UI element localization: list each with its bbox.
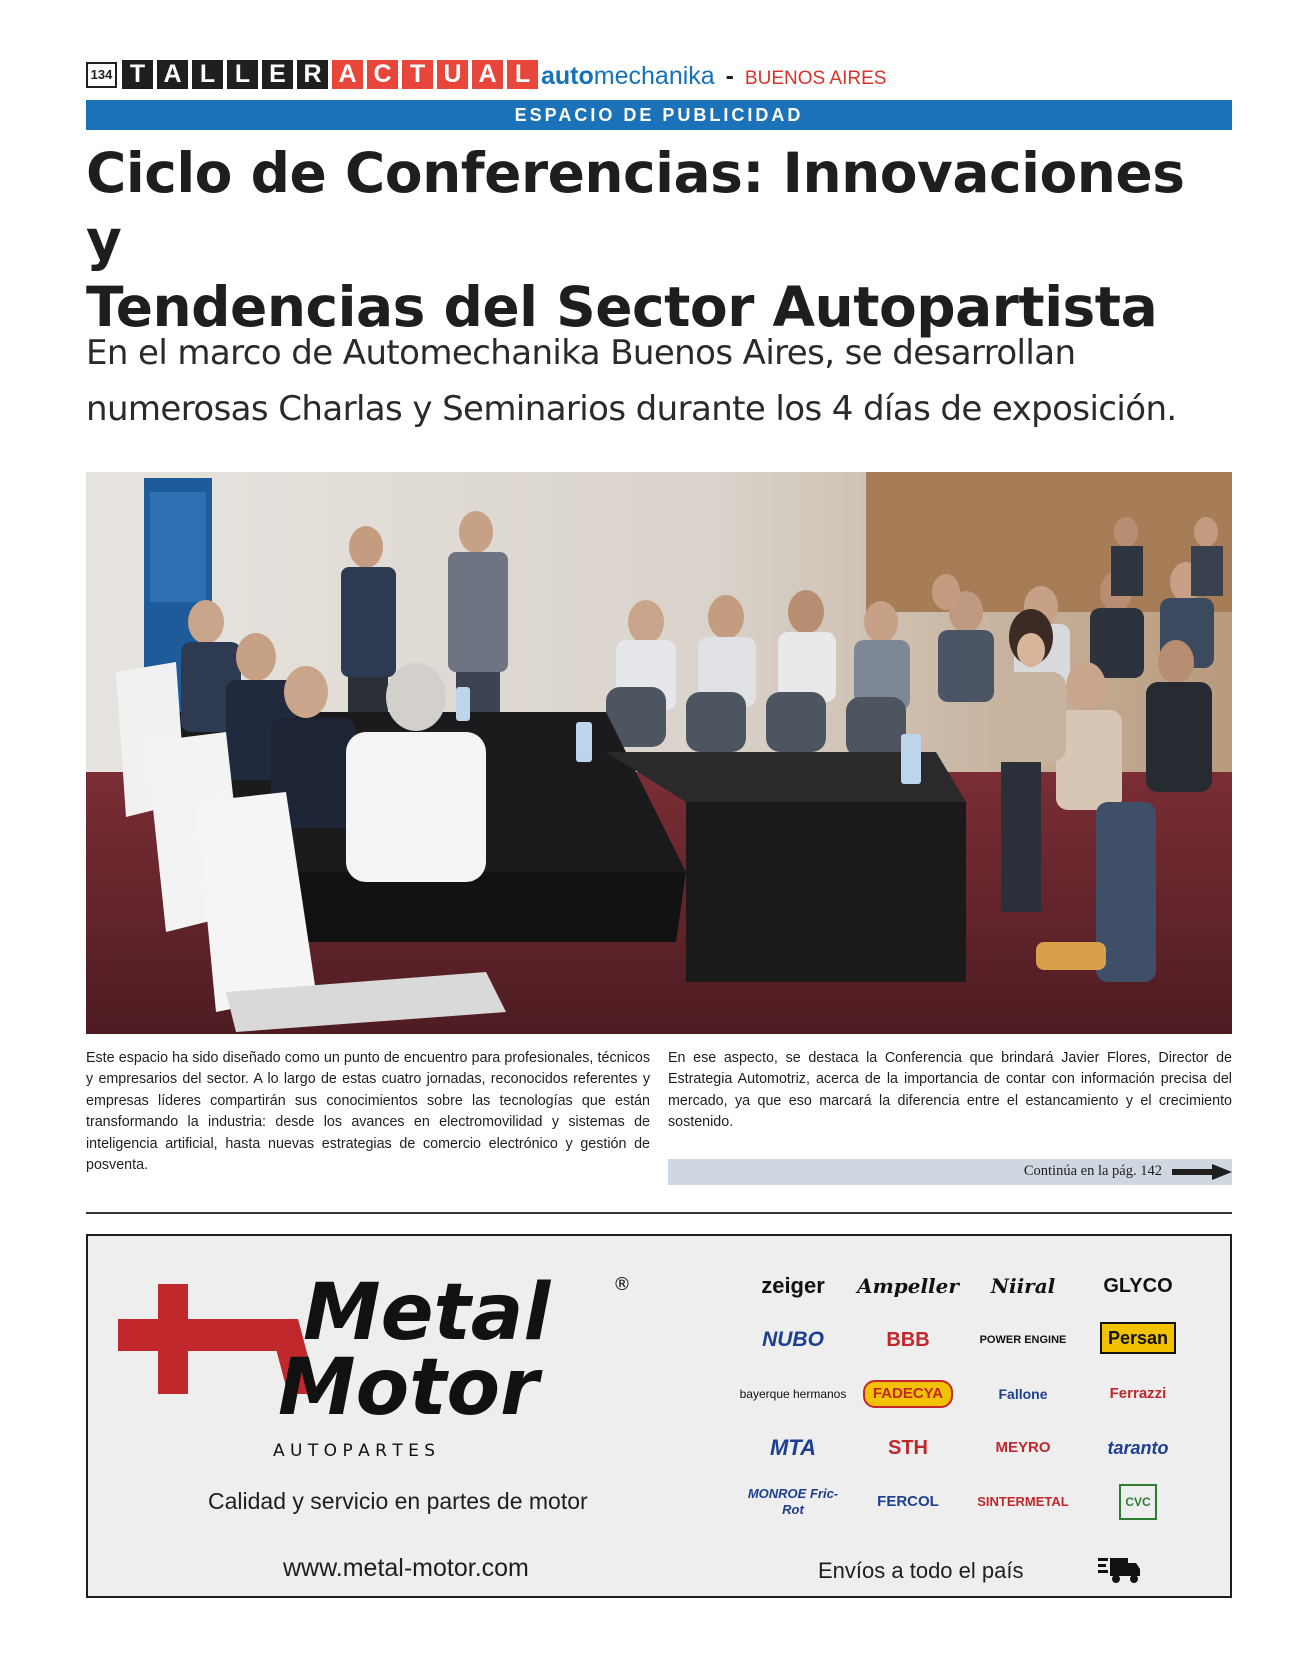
brand-logo: Ampeller bbox=[857, 1274, 959, 1298]
conference-photo-illustration bbox=[86, 472, 1232, 1034]
brand-logo: MEYRO bbox=[995, 1439, 1051, 1456]
ad-shipping: Envíos a todo el país bbox=[818, 1558, 1024, 1583]
page-header bbox=[86, 58, 1232, 94]
title-line: Ciclo de Conferencias: Innovaciones y bbox=[86, 141, 1185, 272]
section-label: ESPACIO DE PUBLICIDAD bbox=[86, 100, 1232, 130]
brand-logo: FADECYA bbox=[863, 1380, 953, 1408]
continue-bar bbox=[668, 1159, 1232, 1185]
brand-logo: Niiral bbox=[990, 1274, 1056, 1298]
registered-mark: ® bbox=[613, 1274, 631, 1295]
brand-logo: NUBO bbox=[762, 1328, 824, 1351]
brand-logo: bayerque hermanos bbox=[739, 1387, 847, 1401]
logo-letter: U bbox=[437, 60, 468, 89]
brand-logo: FERCOL bbox=[877, 1493, 939, 1510]
brand-logo: STH bbox=[888, 1437, 928, 1459]
event-name-bold: auto bbox=[541, 62, 594, 90]
brand-logo: Fallone bbox=[998, 1386, 1048, 1402]
brand-logo: MTA bbox=[769, 1435, 817, 1460]
brand-logo: GLYCO bbox=[1103, 1275, 1173, 1297]
article-title bbox=[86, 140, 1232, 341]
continue-page: 142 bbox=[1140, 1163, 1162, 1179]
logo-letter: A bbox=[472, 60, 503, 89]
brand-logo: SINTERMETAL bbox=[977, 1494, 1069, 1509]
section-divider bbox=[86, 1212, 1232, 1214]
event-name-rest: mechanika bbox=[593, 62, 715, 90]
metal-motor-logo bbox=[118, 1264, 678, 1464]
arrow-right-icon bbox=[1172, 1164, 1232, 1180]
brand-logo: taranto bbox=[1107, 1438, 1169, 1458]
brand-logo: CVC bbox=[1119, 1484, 1156, 1520]
logo-letter: T bbox=[122, 60, 153, 89]
title-line: Tendencias del Sector Autopartista bbox=[86, 275, 1158, 339]
logo-letter: L bbox=[227, 60, 258, 89]
article-column-right: En ese aspecto, se destaca la Conferencia que brindará Javier Flores, Director de Estrategia Automotriz, acerca de la importancia de contar con información precisa del mercado, ya que eso marcará la diferencia entre el estancamiento y el crecimiento sostenido. bbox=[668, 1050, 1232, 1131]
logo-line2: Motor bbox=[278, 1343, 539, 1433]
logo-letter: C bbox=[367, 60, 398, 89]
brand-logo: Ferrazzi bbox=[1109, 1385, 1167, 1402]
logo-letter: R bbox=[297, 60, 328, 89]
conference-photo bbox=[86, 472, 1232, 1034]
brand-logo: Persan bbox=[1100, 1322, 1176, 1354]
ad-tagline: Calidad y servicio en partes de motor bbox=[208, 1488, 588, 1514]
brand-logo: POWER ENGINE bbox=[979, 1334, 1067, 1346]
ad-website-link[interactable]: www.metal-motor.com bbox=[283, 1554, 529, 1582]
logo-letter: L bbox=[192, 60, 223, 89]
brand-logo-box bbox=[1083, 1482, 1193, 1522]
event-name bbox=[541, 62, 886, 91]
logo-letter: L bbox=[507, 60, 538, 89]
article-subtitle bbox=[86, 325, 1232, 437]
logo-letter: T bbox=[402, 60, 433, 89]
logo-letter: A bbox=[157, 60, 188, 89]
subtitle-line: En el marco de Automechanika Buenos Aires, se desarrollan bbox=[86, 333, 1076, 373]
brand-logo: zeiger bbox=[761, 1273, 825, 1298]
metal-motor-ad[interactable] bbox=[86, 1234, 1232, 1598]
brand-logo: MONROE Fric-Rot bbox=[747, 1486, 839, 1517]
brand-logo: BBB bbox=[886, 1329, 930, 1351]
event-city: BUENOS AIRES bbox=[744, 68, 887, 89]
logo-line1: Metal bbox=[303, 1268, 551, 1358]
delivery-truck-icon bbox=[1098, 1556, 1140, 1586]
brand-logo-box bbox=[853, 1374, 963, 1414]
continue-link[interactable] bbox=[1024, 1163, 1162, 1180]
article-column-left: Este espacio ha sido diseñado como un punto de encuentro para profesionales, técnicos y empresarios del sector. A lo largo de estas cuatro jornadas, reconocidos referentes y empresas líderes compartirán sus conocimientos sobre las tecnologías que están transformando la industria: desde los avances en electromovilidad y sistemas de inteligencia artificial, hasta nuevas estrategias de comercio electrónico y gestión de posventa. bbox=[86, 1050, 650, 1174]
subtitle-line: numerosas Charlas y Seminarios durante los 4 días de exposición. bbox=[86, 389, 1177, 429]
brand-logo-box bbox=[1083, 1320, 1193, 1360]
magazine-logo bbox=[122, 60, 538, 89]
logo-letter: A bbox=[332, 60, 363, 89]
page-number: 134 bbox=[86, 62, 117, 88]
logo-letter: E bbox=[262, 60, 293, 89]
event-dash: - bbox=[725, 62, 734, 90]
logo-subtitle: A U T O P A R T E S bbox=[273, 1441, 436, 1461]
continue-label: Continúa en la pág. bbox=[1023, 1163, 1137, 1179]
